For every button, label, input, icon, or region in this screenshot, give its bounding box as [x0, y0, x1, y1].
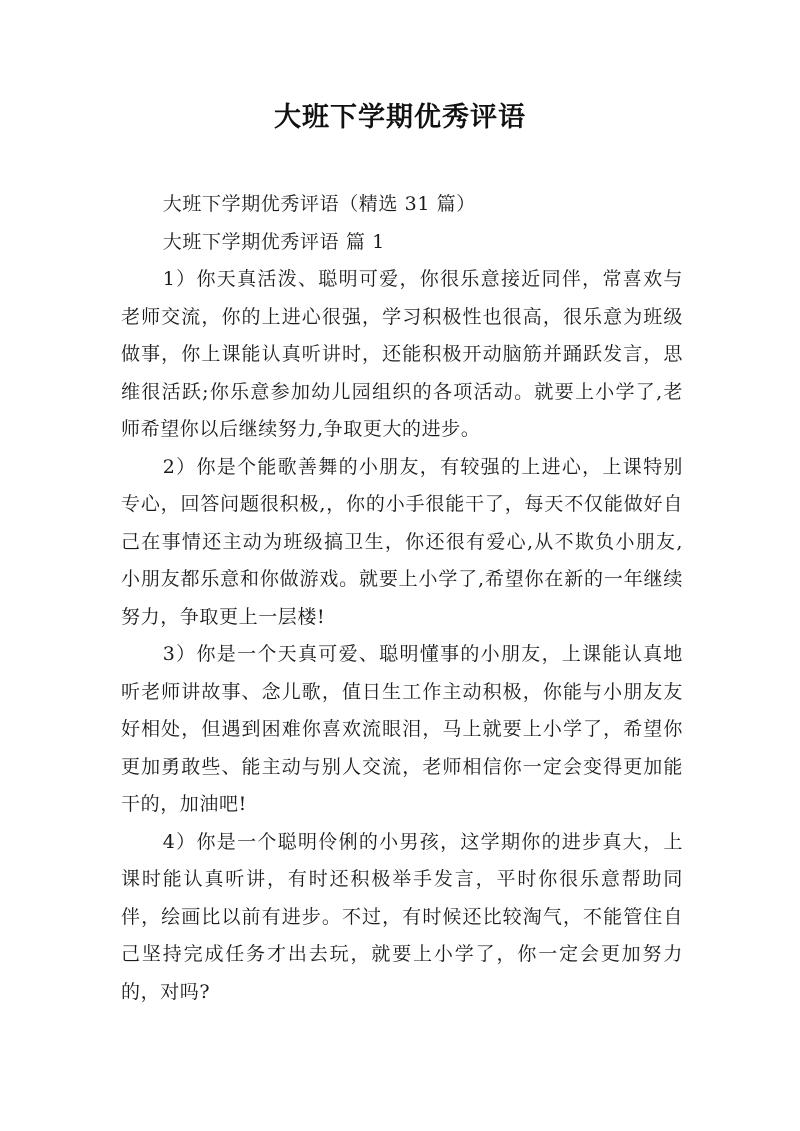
- comment-paragraph-4: 4）你是一个聪明伶俐的小男孩，这学期你的进步真大，上课时能认真听讲，有时还积极举手发言，平时你很乐意帮助同伴，绘画比以前有进步。不过，有时候还比较淘气，不能管住自己坚持完成任务才出去玩，就要上小学了，你一定会更加努力的，对吗?: [121, 830, 683, 1003]
- section-heading: 大班下学期优秀评语 篇 1: [162, 230, 385, 253]
- document-body: [121, 186, 683, 1011]
- comment-paragraph-1: 1）你天真活泼、聪明可爱，你很乐意接近同伴，常喜欢与老师交流，你的上进心很强，学习积极性也很高，很乐意为班级做事，你上课能认真听讲时，还能积极开动脑筋并踊跃发言，思维很活跃;你乐意参加幼儿园组织的各项活动。就要上小学了,老师希望你以后继续努力,争取更大的进步。: [121, 268, 683, 440]
- comment-paragraph-2: 2）你是个能歌善舞的小朋友，有较强的上进心，上课特别专心，回答问题很积极,，你的小手很能干了，每天不仅能做好自己在事情还主动为班级搞卫生，你还很有爱心,从不欺负小朋友,小朋友都乐意和你做游戏。就要上小学了,希望你在新的一年继续努力，争取更上一层楼!: [121, 455, 683, 628]
- document-title: 大班下学期优秀评语: [274, 102, 526, 133]
- comment-paragraph-3: 3）你是一个天真可爱、聪明懂事的小朋友，上课能认真地听老师讲故事、念儿歌，值日生工作主动积极，你能与小朋友友好相处，但遇到困难你喜欢流眼泪，马上就要上小学了，希望你更加勇敢些、能主动与别人交流，老师相信你一定会变得更加能干的，加油吧!: [121, 643, 683, 815]
- document-subtitle: 大班下学期优秀评语（精选 31 篇）: [162, 193, 476, 215]
